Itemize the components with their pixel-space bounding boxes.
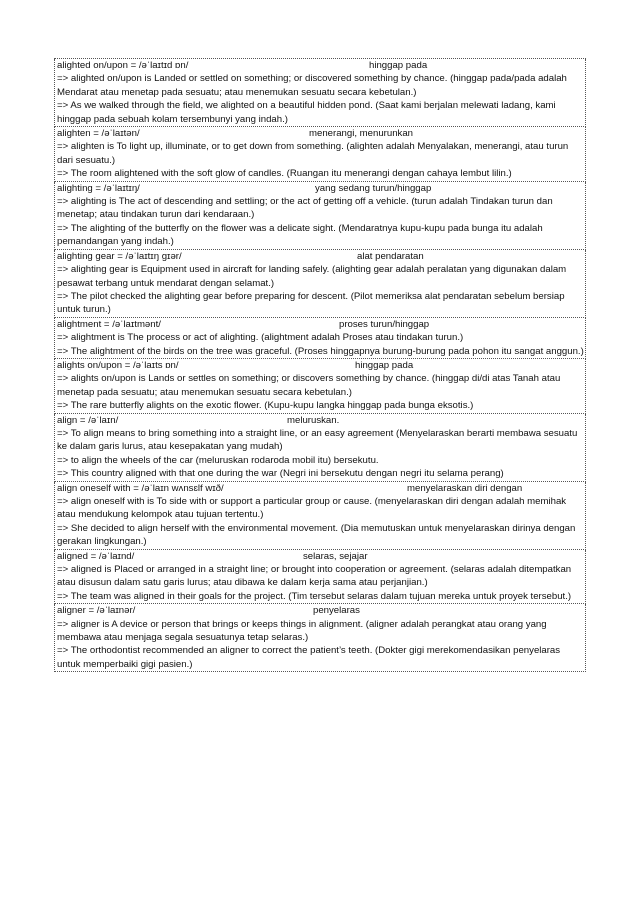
entry-definition: => align oneself with is To side with or support a particular group or cause. (menyelaraskan diri dengan adalah memihak atau mendukung kelompok atau tujuan tertentu.) — [57, 496, 567, 521]
entry-definition: => alighting is The act of descending and settling; or the act of getting off a vehicle. (turun adalah Tindakan turun dan menetap; atau tindakan turun dari kendaraan.) — [57, 196, 553, 221]
entry-align-oneself-with — [54, 482, 586, 550]
entry-term: alighten = /əˈlaɪtən/ — [57, 128, 140, 140]
entry-example: => to align the wheels of the car (meluruskan rodaroda mobil itu) bersekutu. — [57, 454, 379, 466]
entry-translation: penyelaras — [313, 605, 360, 617]
entry-definition: => alighting gear is Equipment used in aircraft for landing safely. (alighting gear adalah peralatan yang digunakan dalam pesawat terbang untuk mendarat dengan selamat.) — [57, 264, 567, 289]
entry-example: => The room alightened with the soft glow of candles. (Ruangan itu menerangi dengan cahaya lembut lilin.) — [57, 168, 512, 180]
entry-heading — [57, 250, 584, 263]
entry-example: => The rare butterfly alights on the exotic flower. (Kupu-kupu langka hinggap pada bunga eksotis.) — [57, 400, 474, 412]
entry-term: alights on/upon = /əˈlaɪts ɒn/ — [57, 359, 179, 371]
entry-example: => The pilot checked the alighting gear before preparing for descent. (Pilot memeriksa alat pendaratan sebelum bersiap untuk turun.) — [57, 290, 565, 316]
dictionary-page — [54, 58, 586, 672]
entry-heading — [57, 482, 584, 495]
entry-term: alightment = /əˈlaɪtmənt/ — [57, 318, 161, 330]
entry-term: align oneself with = /əˈlaɪn wʌnsɛlf wɪð/ — [57, 482, 224, 494]
entry-term: aligner = /əˈlaɪnər/ — [57, 605, 136, 617]
entry-alighten — [54, 127, 586, 182]
entry-heading — [57, 127, 584, 140]
entry-translation: yang sedang turun/hinggap — [315, 182, 432, 194]
entry-example: => The alightment of the birds on the tree was graceful. (Proses hinggapnya burung-burung pada pohon itu sangat anggun.) — [57, 345, 584, 357]
entry-definition: => alighten is To light up, illuminate, or to get down from something. (alighten adalah Menyalakan, menerangi, atau turun dari sesuatu.) — [57, 141, 569, 166]
entry-translation: hinggap pada — [355, 359, 414, 371]
entry-translation: menerangi, menurunkan — [309, 128, 413, 140]
entry-translation: meluruskan. — [287, 414, 340, 426]
entry-definition: => alightment is The process or act of alighting. (alightment adalah Proses atau tindakan turun.) — [57, 332, 464, 344]
entry-definition: => To align means to bring something into a straight line, or an easy agreement (Menyelaraskan berarti membawa sesuatu ke dalam garis lurus, atau kesepakatan yang mudah) — [57, 427, 578, 453]
entry-alights-on-upon — [54, 359, 586, 414]
entry-example: => She decided to align herself with the environmental movement. (Dia memutuskan untuk menyelaraskan dirinya dengan gerakan lingkungan.) — [57, 522, 576, 548]
entry-definition: => alighted on/upon is Landed or settled on something; or discovered something by chance. (hinggap pada/pada adalah Mendarat atau menetap pada sesuatu; atau menemukan sesuatu secara kebetulan.) — [57, 73, 567, 98]
entry-translation: selaras, sejajar — [303, 550, 368, 562]
entry-alighting-gear — [54, 250, 586, 318]
entry-term: alighted on/upon = /əˈlaɪtɪd ɒn/ — [57, 60, 189, 71]
entry-alighted-on-upon — [54, 59, 586, 127]
entry-heading — [57, 182, 584, 195]
entry-example: => As we walked through the field, we alighted on a beautiful hidden pond. (Saat kami berjalan melewati ladang, kami hinggap pada sebuah kolam tersembunyi yang indah.) — [57, 100, 556, 125]
entry-example: => This country aligned with that one during the war (Negri ini bersekutu dengan negri itu selama perang) — [57, 468, 504, 480]
entry-translation: hinggap pada — [369, 60, 428, 71]
entry-heading — [57, 318, 584, 331]
entry-alightment — [54, 318, 586, 359]
entry-heading — [57, 59, 584, 72]
entry-definition: => alights on/upon is Lands or settles on something; or discovers something by chance. (hinggap di/di atas Tanah atau menetap pada sesuatu; atau menemukan sesuatu secara kebetulan.) — [57, 373, 561, 398]
entry-align — [54, 414, 586, 482]
entry-heading — [57, 359, 584, 372]
entry-example: => The team was aligned in their goals for the project. (Tim tersebut selaras dalam tujuan mereka untuk proyek tersebut.) — [57, 590, 572, 602]
entry-example: => The orthodontist recommended an aligner to correct the patient’s teeth. (Dokter gigi merekomendasikan penyelaras untuk memperbaiki gigi pasien.) — [57, 645, 561, 670]
entry-definition: => aligner is A device or person that brings or keeps things in alignment. (aligner adalah perangkat atau orang yang membawa atau menjaga segala sesuatunya tetap selaras.) — [57, 618, 547, 644]
entry-example: => The alighting of the butterfly on the flower was a delicate sight. (Mendaratnya kupu-kupu pada bunga itu adalah pemandangan yang indah.) — [57, 222, 543, 248]
entry-term: alighting gear = /əˈlaɪtɪŋ ɡɪər/ — [57, 250, 182, 262]
entry-heading — [57, 604, 584, 617]
entry-translation: proses turun/hinggap — [339, 318, 430, 330]
entry-term: alighting = /əˈlaɪtɪŋ/ — [57, 182, 140, 194]
entry-heading — [57, 550, 584, 563]
entry-alighting — [54, 182, 586, 250]
entry-translation: menyelaraskan diri dengan — [407, 482, 523, 494]
entry-aligner — [54, 604, 586, 672]
entry-aligned — [54, 550, 586, 605]
entry-term: align = /əˈlaɪn/ — [57, 414, 119, 426]
entry-heading — [57, 414, 584, 427]
entry-term: aligned = /əˈlaɪnd/ — [57, 550, 135, 562]
entry-definition: => aligned is Placed or arranged in a straight line; or brought into cooperation or agreement. (selaras adalah ditempatkan atau disusun dalam satu garis lurus; atau dibawa ke dalam kerja sama atau perjanjian.) — [57, 564, 572, 589]
entry-translation: alat pendaratan — [357, 250, 424, 262]
